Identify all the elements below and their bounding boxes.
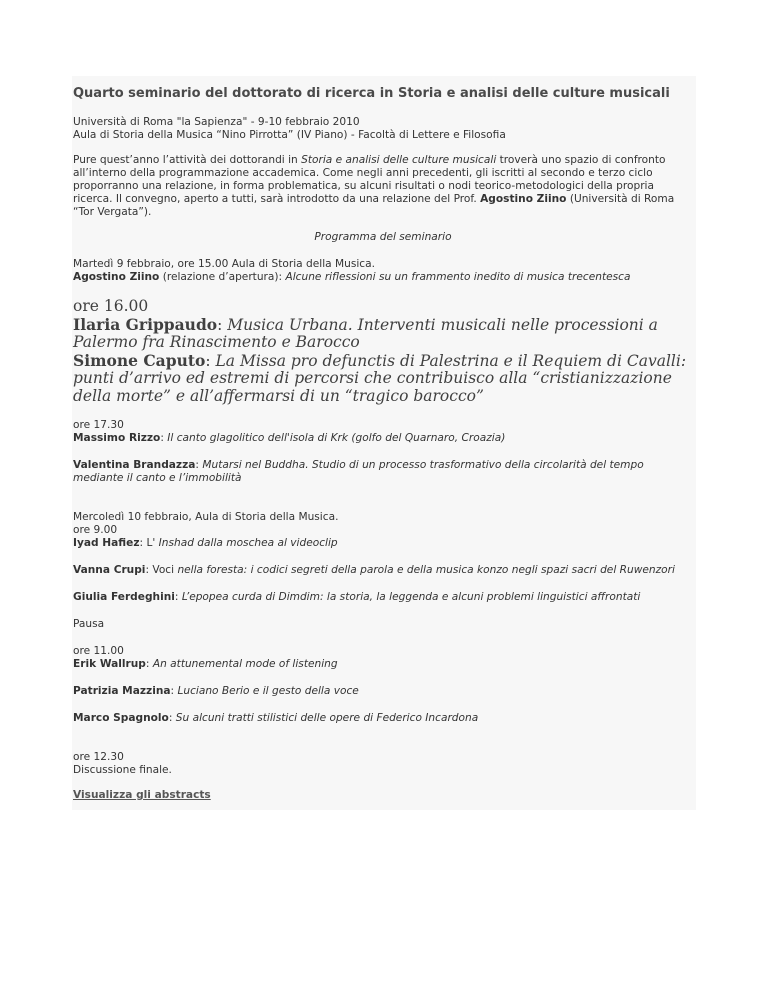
day2-block: Mercoledì 10 febbraio, Aula di Storia della Musica. ore 9.00 Iyad Hafiez: L' Inshad dalla moschea al videoclip	[73, 511, 339, 549]
abstracts-link[interactable]: Visualizza gli abstracts	[73, 789, 211, 801]
talk-title: L’epopea curda di Dimdim: la storia, la leggenda e alcuni problemi linguistici affrontati	[181, 591, 641, 603]
talk-item: Valentina Brandazza: Mutarsi nel Buddha. Studio di un processo trasformativo della circolarità del tempo mediante il canto e l’immobilità	[73, 459, 644, 484]
venue	[73, 116, 693, 142]
talk-title: Su alcuni tratti stilistici delle opere di Federico Incardona	[175, 712, 479, 724]
session-1100-time: ore 11.00	[73, 645, 124, 657]
talk-speaker: Erik Wallrup	[73, 658, 146, 670]
opening-title: Alcune riflessioni su un frammento inedito di musica trecentesca	[285, 271, 631, 283]
opening-speaker: Agostino Ziino	[73, 271, 160, 283]
talk-speaker: Iyad Hafiez	[73, 537, 140, 549]
intro-italic: Storia e analisi delle culture musicali	[301, 154, 497, 166]
talk-speaker: Simone Caputo	[73, 350, 206, 370]
abstracts-link-wrap	[73, 789, 693, 802]
day1-block	[73, 258, 693, 284]
day1-header: Martedì 9 febbraio, ore 15.00 Aula di Storia della Musica.	[73, 258, 375, 270]
day2-header: Mercoledì 10 febbraio, Aula di Storia della Musica.	[73, 511, 339, 523]
venue-line-1: Università di Roma "la Sapienza" - 9-10 febbraio 2010	[73, 116, 360, 128]
talk-title: nella foresta: i codici segreti della parola e della musica konzo negli spazi sacri del Ruwenzori	[177, 564, 675, 576]
talk-speaker: Valentina Brandazza	[73, 459, 196, 471]
session-1730: ore 17.30 Massimo Rizzo: Il canto glagolitico dell'isola di Krk (golfo del Quarnaro, Croazia)	[73, 419, 506, 444]
intro-text-a: Pure quest’anno l’attività dei dottorandi in	[73, 154, 302, 166]
talk-title: La Missa pro defunctis di Palestrina e il Requiem di Cavalli: punti d’arrivo ed estremi di percorsi che contribuisco alla “cristianizzazione della morte” e all’affermarsi di un “tragico barocco”	[73, 351, 687, 405]
intro-paragraph	[73, 154, 693, 219]
talk-title: Mutarsi nel Buddha. Studio di un processo trasformativo della circolarità del tempo mediante il canto e l’immobilità	[73, 459, 644, 484]
talk-speaker: Marco Spagnolo	[73, 712, 169, 724]
session-1100: ore 11.00 Erik Wallrup: An attunemental mode of listening	[73, 645, 338, 670]
talk-prefix: Voci	[152, 564, 178, 576]
program-heading: Programma del seminario	[314, 231, 452, 243]
session-1600: ore 16.00 Ilaria Grippaudo: Musica Urbana. Interventi musicali nelle processioni a Palermo fra Rinascimento e Barocco Simone Caputo: La Missa pro defunctis di Palestrina e il Requiem di Cavalli: punti d’arrivo ed estremi di percorsi che contribuisco alla “cristianizzazione della morte” e all’affermarsi di un “tragico barocco”	[73, 297, 687, 405]
talk-item: Marco Spagnolo: Su alcuni tratti stilistici delle opere di Federico Incardona	[73, 712, 479, 724]
intro-name: Agostino Ziino	[480, 193, 567, 205]
intro-text-b: troverà uno spazio di confronto all’interno della programmazione accademica. Come negli anni precedenti, gli iscritti al secondo e terzo ciclo proporranno una relazione, in forma problematica, su alcuni risultati o nodi teorico-metodologici della propria ricerca. Il convegno, aperto a tutti, sarà introdotto da una relazione del Prof.	[73, 154, 666, 205]
talk-speaker: Ilaria Grippaudo	[73, 314, 218, 334]
closing-block	[73, 751, 693, 777]
page-title: Quarto seminario del dottorato di ricerca in Storia e analisi delle culture musicali	[73, 86, 670, 101]
talk-title: An attunemental mode of listening	[152, 658, 338, 670]
day2-time: ore 9.00	[73, 524, 118, 536]
venue-line-2: Aula di Storia della Musica “Nino Pirrotta” (IV Piano) - Facoltà di Lettere e Filosofia	[73, 129, 506, 141]
talk-title: Luciano Berio e il gesto della voce	[177, 685, 359, 697]
closing-text: Discussione finale.	[73, 764, 172, 776]
talk-title: Il canto glagolitico dell'isola di Krk (golfo del Quarnaro, Croazia)	[167, 432, 506, 444]
document-body	[73, 86, 693, 802]
session-1730-time: ore 17.30	[73, 419, 124, 431]
closing-time: ore 12.30	[73, 751, 124, 763]
talk-title: Inshad dalla moschea al videoclip	[158, 537, 338, 549]
talk-item: Giulia Ferdeghini: L’epopea curda di Dimdim: la storia, la leggenda e alcuni problemi linguistici affrontati	[73, 591, 641, 603]
opening-role: (relazione d’apertura):	[159, 271, 286, 283]
talk-item: Patrizia Mazzina: Luciano Berio e il gesto della voce	[73, 685, 359, 697]
talk-item: Vanna Crupi: Voci nella foresta: i codici segreti della parola e della musica konzo negli spazi sacri del Ruwenzori	[73, 564, 675, 576]
talk-speaker: Giulia Ferdeghini	[73, 591, 175, 603]
intro-text-c: (Università di Roma “Tor Vergata”).	[73, 193, 675, 218]
talk-speaker: Patrizia Mazzina	[73, 685, 171, 697]
talk-speaker: Vanna Crupi	[73, 564, 146, 576]
talk-speaker: Massimo Rizzo	[73, 432, 161, 444]
talk-prefix: L'	[146, 537, 159, 549]
talk-title: Musica Urbana. Interventi musicali nelle processioni a Palermo fra Rinascimento e Barocco	[73, 315, 658, 351]
session-1600-time: ore 16.00	[73, 297, 149, 315]
pause-label: Pausa	[73, 618, 105, 630]
